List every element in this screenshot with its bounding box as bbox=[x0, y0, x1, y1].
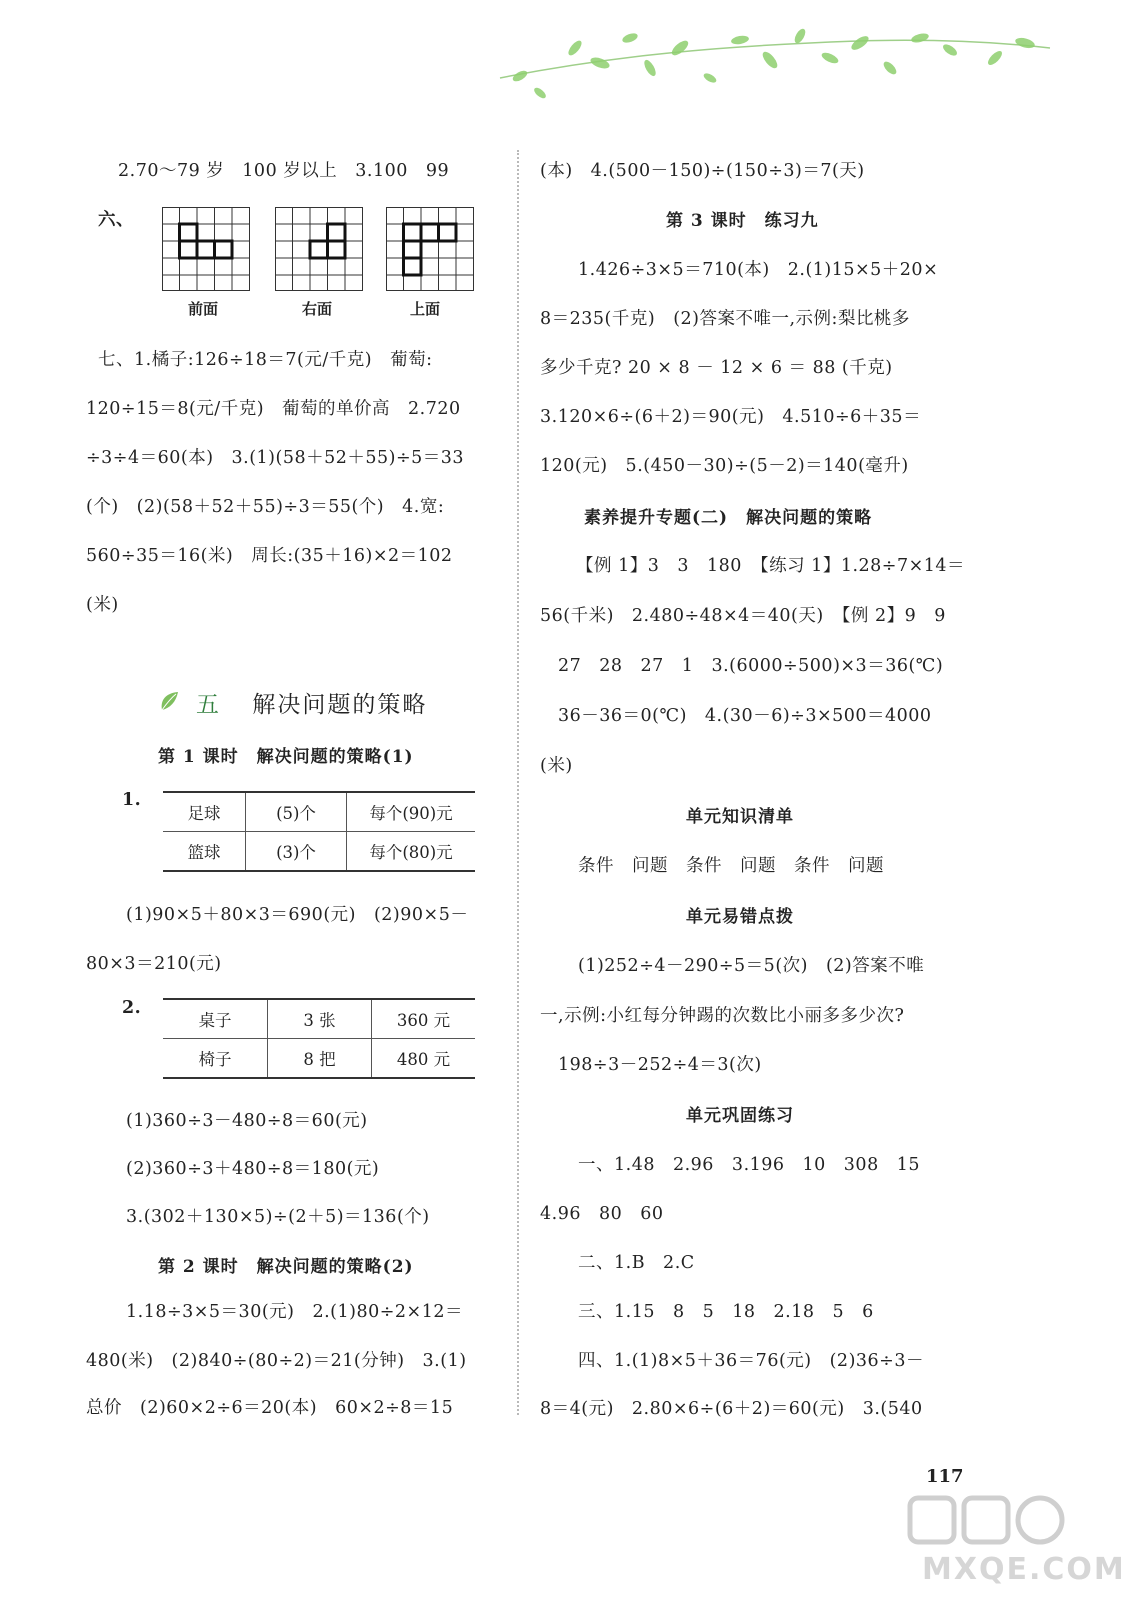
answer-line: (个) (2)(58＋52＋55)÷3＝55(个) 4.宽: bbox=[86, 497, 445, 517]
answer-line: (本) 4.(500－150)÷(150÷3)＝7(天) bbox=[540, 161, 865, 181]
answer-line: 80×3＝210(元) bbox=[86, 954, 222, 974]
answer-line: (2)360÷3＋480÷8＝180(元) bbox=[126, 1159, 380, 1179]
answer-line: 1.18÷3×5＝30(元) 2.(1)80÷2×12＝ bbox=[126, 1302, 463, 1322]
unit-title-text: 解决问题的策略 bbox=[252, 692, 428, 718]
leaf-icon bbox=[158, 690, 182, 712]
answer-line: 36－36＝0(℃) 4.(30－6)÷3×500＝4000 bbox=[558, 706, 932, 726]
view-grid-front bbox=[162, 207, 250, 291]
question-number: 2. bbox=[122, 998, 142, 1018]
answer-line: (1)252÷4－290÷5＝5(次) (2)答案不唯 bbox=[578, 956, 925, 976]
answer-line: 120(元) 5.(450－30)÷(5－2)＝140(毫升) bbox=[540, 456, 909, 476]
answer-line: 多少千克? 20 × 8 － 12 × 6 ＝ 88 (千克) bbox=[540, 358, 893, 378]
answer-line: 七、1.橘子:126÷18＝7(元/千克) 葡萄: bbox=[98, 350, 433, 370]
answer-line: 总价 (2)60×2÷6＝20(本) 60×2÷8＝15 bbox=[86, 1398, 454, 1418]
lesson-title: 第 2 课时 解决问题的策略(2) bbox=[158, 1257, 414, 1277]
knowledge-title: 单元知识清单 bbox=[686, 807, 794, 827]
table-cell: 3 张 bbox=[268, 999, 372, 1039]
table-cell: 480 元 bbox=[372, 1039, 476, 1079]
table-cell: 360 元 bbox=[372, 999, 476, 1039]
answer-line: 一、1.48 2.96 3.196 10 308 15 bbox=[578, 1155, 920, 1175]
answer-line: 56(千米) 2.480÷48×4＝40(天) 【例 2】9 9 bbox=[540, 606, 946, 626]
lesson-title: 第 1 课时 解决问题的策略(1) bbox=[158, 747, 414, 767]
answer-line: ÷3÷4＝60(本) 3.(1)(58＋52＋55)÷5＝33 bbox=[86, 448, 465, 468]
table-cell: 椅子 bbox=[163, 1039, 268, 1079]
grid-label-front: 前面 bbox=[188, 300, 219, 318]
answer-line: (米) bbox=[86, 595, 119, 615]
answer-line: 8＝4(元) 2.80×6÷(6＋2)＝60(元) 3.(540 bbox=[540, 1399, 923, 1419]
answer-line: (1)90×5＋80×3＝690(元) (2)90×5－ bbox=[126, 905, 469, 925]
table-cell: 桌子 bbox=[163, 999, 268, 1039]
answer-line: 27 28 27 1 3.(6000÷500)×3＝36(℃) bbox=[558, 656, 944, 676]
answer-line: 2.70～79 岁 100 岁以上 3.100 99 bbox=[118, 161, 450, 181]
answer-line: 120÷15＝8(元/千克) 葡萄的单价高 2.720 bbox=[86, 399, 461, 419]
table-row bbox=[163, 832, 475, 872]
answer-line: 【例 1】3 3 180 【练习 1】1.28÷7×14＝ bbox=[576, 556, 966, 576]
grid-label-top: 上面 bbox=[410, 300, 441, 318]
lesson-title: 第 3 课时 练习九 bbox=[666, 211, 819, 231]
section-six-label: 六、 bbox=[98, 210, 134, 230]
table-row bbox=[163, 999, 475, 1039]
question-number: 1. bbox=[122, 790, 142, 810]
table-cell: (5)个 bbox=[246, 792, 347, 832]
answer-line: 480(米) (2)840÷(80÷2)＝21(分钟) 3.(1) bbox=[86, 1351, 467, 1371]
unit-number: 五 bbox=[196, 692, 221, 718]
answer-line: 3.(302＋130×5)÷(2＋5)＝136(个) bbox=[126, 1207, 430, 1227]
watermark-text: MXQE.COM bbox=[922, 1552, 1126, 1587]
page-number: 117 bbox=[926, 1466, 964, 1487]
answer-line: 三、1.15 8 5 18 2.18 5 6 bbox=[578, 1302, 874, 1322]
answer-line: 560÷35＝16(米) 周长:(35＋16)×2＝102 bbox=[86, 546, 453, 566]
answer-line: 条件 问题 条件 问题 条件 问题 bbox=[578, 856, 884, 876]
answer-line: 4.96 80 60 bbox=[540, 1204, 664, 1224]
grid-label-right: 右面 bbox=[302, 300, 333, 318]
answer-line: 198÷3－252÷4＝3(次) bbox=[558, 1055, 762, 1075]
answer-line: 1.426÷3×5＝710(本) 2.(1)15×5＋20× bbox=[578, 260, 939, 280]
view-grid-right bbox=[275, 207, 363, 291]
answer-line: 一,示例:小红每分钟踢的次数比小丽多多少次? bbox=[540, 1006, 905, 1026]
answer-line: 8＝235(千克) (2)答案不唯一,示例:梨比桃多 bbox=[540, 309, 910, 329]
special-topic-title: 素养提升专题(二) 解决问题的策略 bbox=[584, 508, 873, 528]
answer-line: 四、1.(1)8×5＋36＝76(元) (2)36÷3－ bbox=[578, 1351, 924, 1371]
answer-table-2 bbox=[163, 998, 475, 1079]
table-cell: 足球 bbox=[163, 792, 246, 832]
errors-title: 单元易错点拨 bbox=[686, 907, 794, 927]
table-cell: 篮球 bbox=[163, 832, 246, 872]
review-title: 单元巩固练习 bbox=[686, 1106, 794, 1126]
answer-table-1 bbox=[163, 791, 475, 872]
unit-title bbox=[196, 686, 427, 719]
table-row bbox=[163, 1039, 475, 1079]
table-cell: 每个(90)元 bbox=[347, 792, 476, 832]
table-cell: 每个(80)元 bbox=[347, 832, 476, 872]
table-row bbox=[163, 792, 475, 832]
view-grid-top bbox=[386, 207, 474, 291]
answer-line: (米) bbox=[540, 756, 573, 776]
column-divider bbox=[517, 150, 519, 1415]
answer-line: 二、1.B 2.C bbox=[578, 1253, 695, 1273]
leaf-branch-icon bbox=[480, 18, 1060, 118]
table-cell: (3)个 bbox=[246, 832, 347, 872]
answer-line: 3.120×6÷(6＋2)＝90(元) 4.510÷6＋35＝ bbox=[540, 407, 922, 427]
answer-line: (1)360÷3－480÷8＝60(元) bbox=[126, 1111, 368, 1131]
table-cell: 8 把 bbox=[268, 1039, 372, 1079]
